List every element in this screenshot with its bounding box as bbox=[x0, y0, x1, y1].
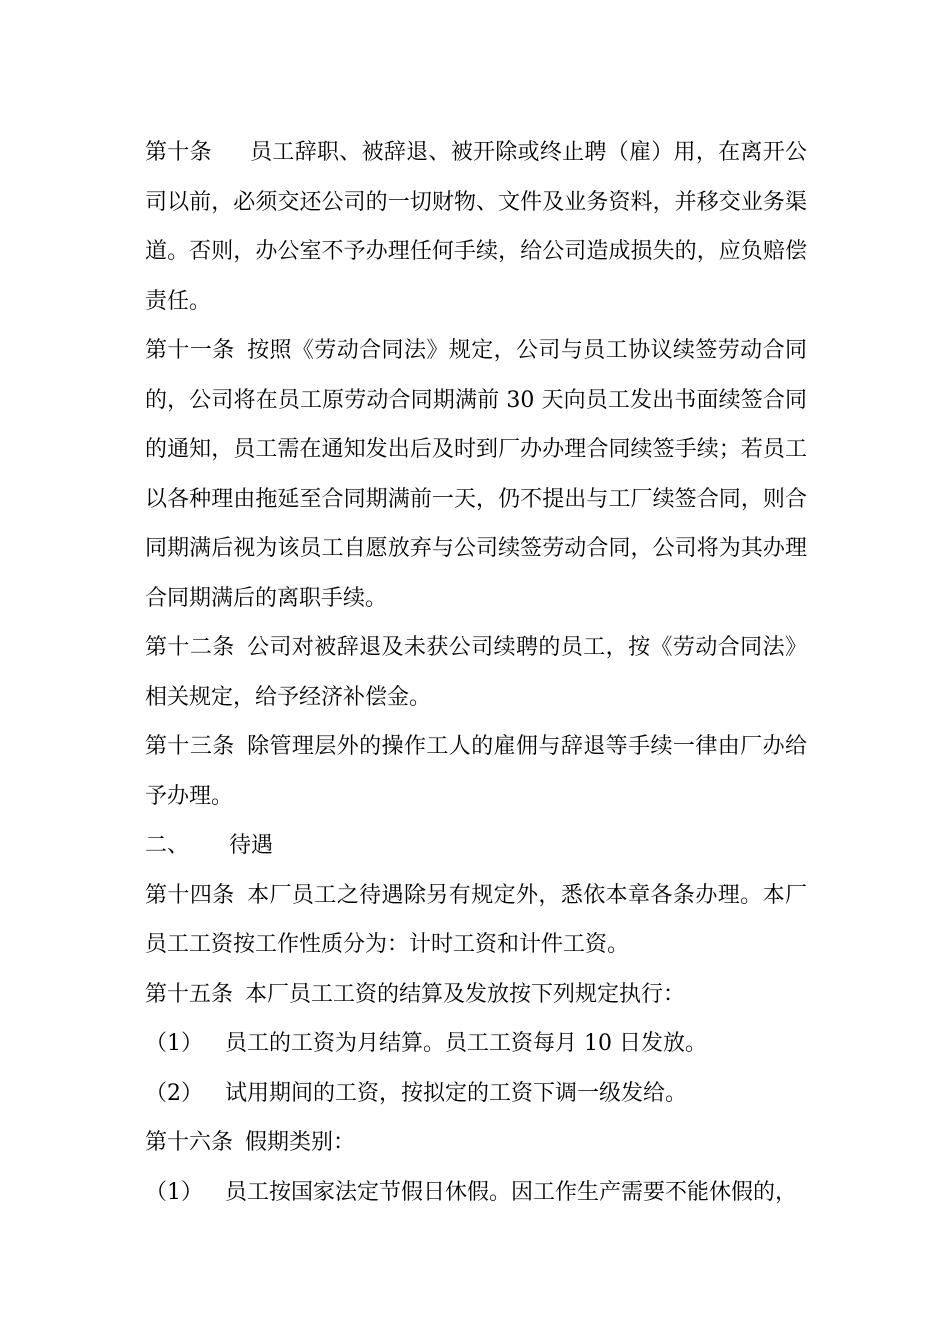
list-item bbox=[145, 1069, 807, 1119]
article-text: 本厂员工工资的结算及发放按下列规定执行： bbox=[245, 981, 686, 1007]
article-16 bbox=[145, 1118, 807, 1168]
article-12 bbox=[145, 623, 807, 722]
article-label: 第十一条 bbox=[145, 338, 235, 363]
article-15 bbox=[145, 970, 807, 1020]
section-title: 待遇 bbox=[229, 833, 274, 858]
document-body bbox=[145, 128, 807, 1217]
article-14 bbox=[145, 871, 807, 970]
article-10 bbox=[145, 128, 807, 326]
item-number: （1） bbox=[145, 1179, 203, 1205]
section-number: 二、 bbox=[145, 833, 190, 858]
section-heading-benefits bbox=[145, 821, 807, 871]
article-11 bbox=[145, 326, 807, 623]
article-label: 第十条 bbox=[145, 140, 212, 165]
item-text: 试用期间的工资，按拟定的工资下调一级发给。 bbox=[225, 1080, 688, 1106]
article-label: 第十六条 bbox=[145, 1130, 234, 1155]
article-text: 除管理层外的操作工人的雇佣与辞退等手续一律由厂办给予办理。 bbox=[145, 734, 807, 809]
item-text: 员工的工资为月结算。员工工资每月 10 日发放。 bbox=[225, 1031, 707, 1056]
item-number: （2） bbox=[145, 1080, 203, 1106]
article-label: 第十五条 bbox=[145, 981, 234, 1007]
article-label: 第十二条 bbox=[145, 635, 235, 660]
article-label: 第十四条 bbox=[145, 882, 235, 908]
item-number: （1） bbox=[145, 1031, 203, 1056]
article-text: 本厂员工之待遇除另有规定外，悉依本章各条办理。本厂员工工资按工作性质分为：计时工资和计件工资。 bbox=[145, 882, 807, 957]
article-text: 公司对被辞退及未获公司续聘的员工，按《劳动合同法》相关规定，给予经济补偿金。 bbox=[145, 635, 807, 710]
article-text: 员工辞职、被辞退、被开除或终止聘（雇）用，在离开公司以前，必须交还公司的一切财物、文件及业务资料，并移交业务渠道。否则，办公室不予办理任何手续，给公司造成损失的，应负赔偿责任。 bbox=[145, 140, 807, 314]
item-text: 员工按国家法定节假日休假。因工作生产需要不能休假的， bbox=[225, 1179, 798, 1205]
article-text: 假期类别： bbox=[245, 1130, 356, 1155]
list-item bbox=[145, 1019, 807, 1069]
article-13 bbox=[145, 722, 807, 821]
list-item bbox=[145, 1168, 807, 1218]
article-text: 按照《劳动合同法》规定，公司与员工协议续签劳动合同的，公司将在员工原劳动合同期满前 30 天向员工发出书面续签合同的通知，员工需在通知发出后及时到厂办办理合同续签手续；若员工以各种理由拖延至合同期满前一天，仍不提出与工厂续签合同，则合同期满后视为该员工自愿放弃与公司续签劳动合同，公司将为其办理合同期满后的离职手续。 bbox=[145, 338, 807, 611]
article-label: 第十三条 bbox=[145, 734, 235, 759]
